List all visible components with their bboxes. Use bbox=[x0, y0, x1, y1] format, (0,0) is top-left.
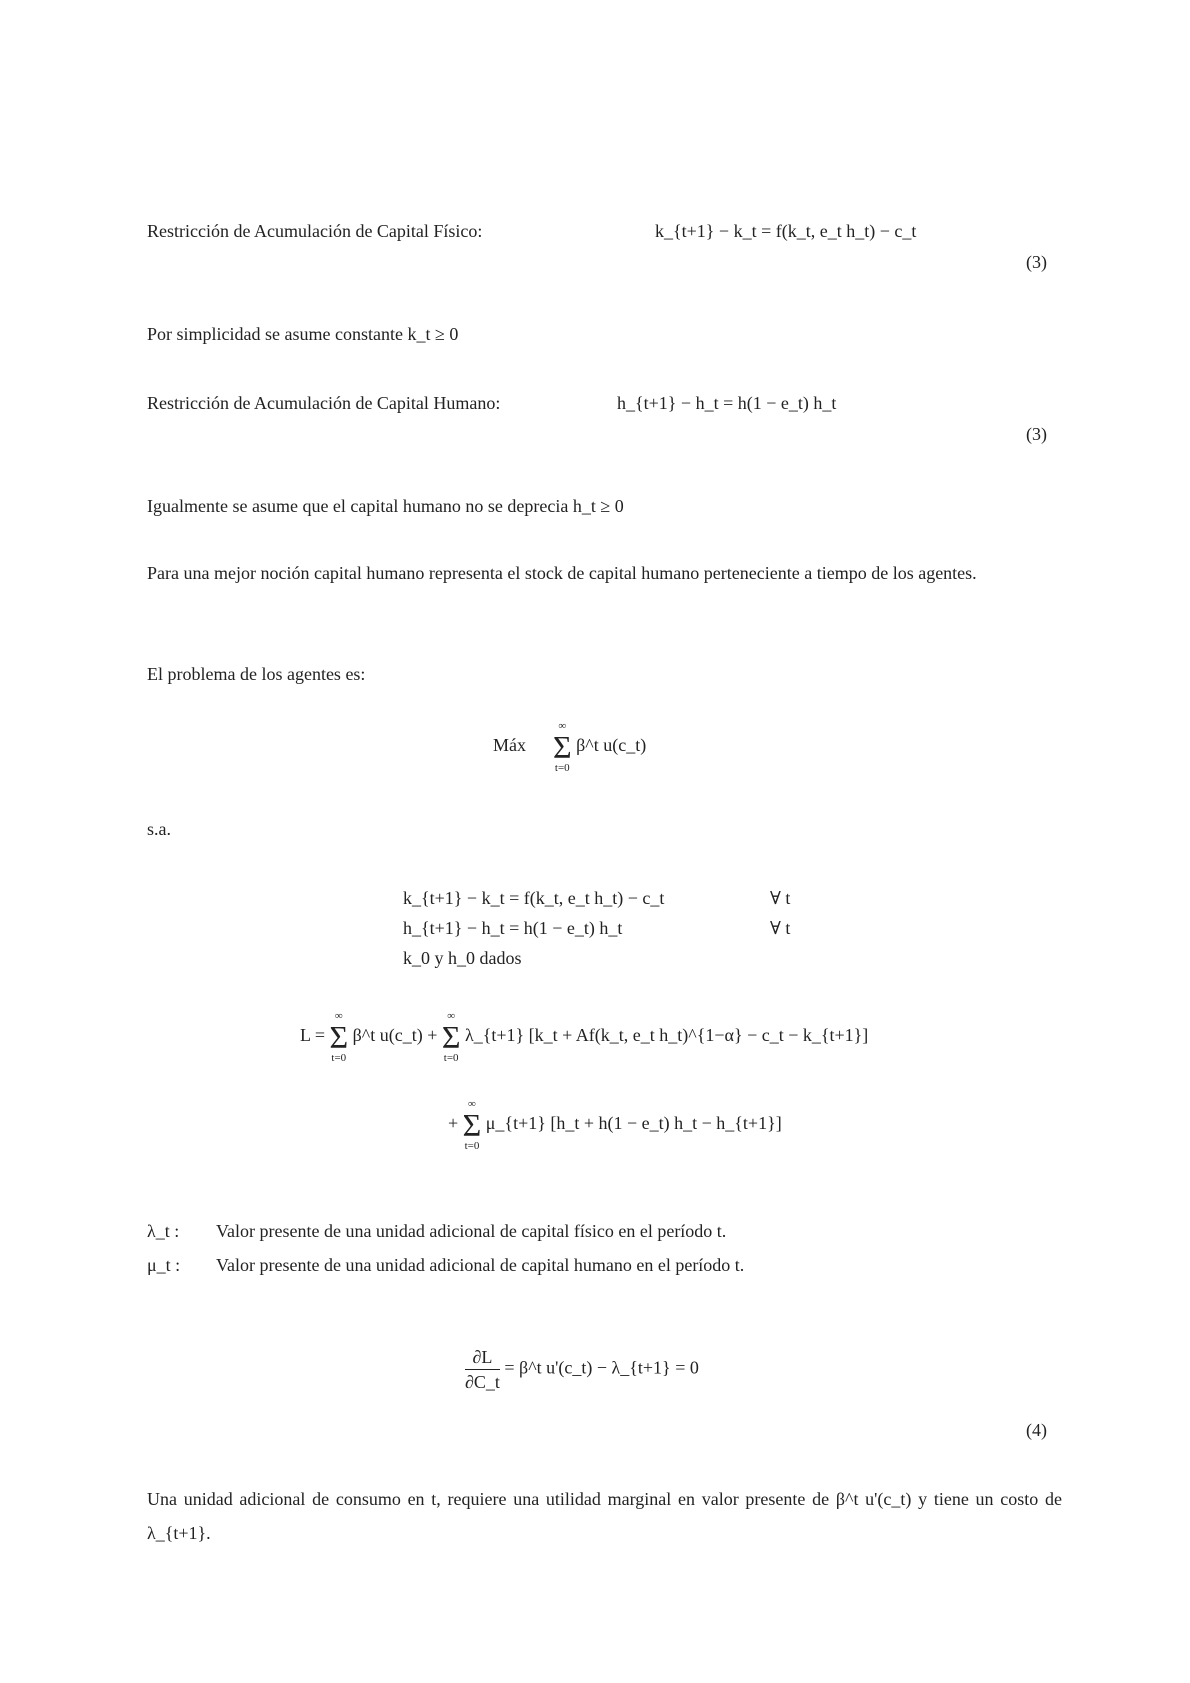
lagrangian-sum1-top: ∞ bbox=[334, 1010, 343, 1022]
objective-body: β^t u(c_t) bbox=[576, 735, 647, 756]
restriction-physical-equation: k_{t+1} − k_t = f(k_t, e_t h_t) − c_t bbox=[655, 221, 917, 241]
restriction-human-equation: h_{t+1} − h_t = h(1 − e_t) h_t bbox=[617, 393, 837, 413]
definition-symbol-2: μ_t : bbox=[147, 1255, 181, 1275]
lagrangian-line-2 bbox=[448, 1098, 782, 1152]
lagrangian-sum3-bottom: t=0 bbox=[464, 1140, 480, 1152]
human-nonneg-text: Igualmente se asume que el capital humano no se deprecia h_t ≥ 0 bbox=[147, 496, 624, 516]
equation-number-3b: (3) bbox=[1026, 424, 1047, 444]
final-paragraph: Una unidad adicional de consumo en t, requiere una utilidad marginal en valor presente de β^t u'(c_t) y tiene un costo de λ_{t+1}. bbox=[147, 1489, 1062, 1543]
objective-sum-bottom: t=0 bbox=[554, 762, 570, 774]
objective-prefix: Máx bbox=[493, 735, 526, 756]
equation-number-4: (4) bbox=[1026, 1420, 1047, 1440]
lagrangian-line2-prefix: + bbox=[448, 1113, 459, 1134]
constraint-eq-2: h_{t+1} − h_t = h(1 − e_t) h_t bbox=[403, 918, 623, 938]
lagrangian-line-1 bbox=[300, 1010, 868, 1064]
fraction-numerator: ∂L bbox=[465, 1345, 500, 1370]
lagrangian-summation-2 bbox=[442, 1010, 461, 1064]
objective-summation bbox=[553, 720, 572, 774]
lagrangian-body-3: μ_{t+1} [h_t + h(1 − e_t) h_t − h_{t+1}] bbox=[485, 1113, 782, 1134]
partial-fraction bbox=[465, 1345, 500, 1394]
para-human-capital: Para una mejor noción capital humano representa el stock de capital humano perteneciente a tiempo de los agentes. bbox=[147, 563, 977, 583]
sigma-icon: Σ bbox=[329, 1019, 349, 1055]
sigma-icon: Σ bbox=[462, 1107, 482, 1143]
objective-function bbox=[493, 720, 646, 774]
sigma-icon: Σ bbox=[553, 729, 572, 765]
lagrangian-sum2-top: ∞ bbox=[447, 1010, 456, 1022]
constraint-eq-1: k_{t+1} − k_t = f(k_t, e_t h_t) − c_t bbox=[403, 888, 665, 908]
lagrangian-summation-3 bbox=[463, 1098, 482, 1152]
sigma-icon: Σ bbox=[441, 1019, 461, 1055]
definition-text-1: Valor presente de una unidad adicional de capital físico en el período t. bbox=[216, 1221, 727, 1241]
lagrangian-sum1-bottom: t=0 bbox=[331, 1052, 347, 1064]
lagrangian-sum2-bottom: t=0 bbox=[443, 1052, 459, 1064]
equation-number-3a: (3) bbox=[1026, 252, 1047, 272]
lagrangian-body-1: β^t u(c_t) + bbox=[352, 1025, 438, 1046]
lagrangian-sum3-top: ∞ bbox=[468, 1098, 476, 1110]
lagrangian-body-2: λ_{t+1} [k_t + Af(k_t, e_t h_t)^{1−α} − c_t − k_{t+1}] bbox=[464, 1025, 869, 1046]
constraint-eq-3: k_0 y h_0 dados bbox=[403, 948, 522, 968]
constraint-cond-2: ∀ t bbox=[770, 918, 791, 938]
constraint-cond-1: ∀ t bbox=[770, 888, 791, 908]
lagrangian-prefix: L = bbox=[300, 1025, 325, 1046]
fraction-denominator: ∂C_t bbox=[465, 1372, 500, 1392]
subject-to: s.a. bbox=[147, 819, 171, 839]
definition-symbol-1: λ_t : bbox=[147, 1221, 180, 1241]
lagrangian-summation-1 bbox=[329, 1010, 348, 1064]
restriction-human-label: Restricción de Acumulación de Capital Humano: bbox=[147, 393, 501, 413]
physical-nonneg-text: Por simplicidad se asume constante k_t ≥ 0 bbox=[147, 324, 459, 344]
foc-rest: = β^t u'(c_t) − λ_{t+1} = 0 bbox=[504, 1357, 699, 1378]
first-order-condition bbox=[465, 1345, 699, 1394]
problem-intro: El problema de los agentes es: bbox=[147, 664, 366, 684]
restriction-physical-label: Restricción de Acumulación de Capital Físico: bbox=[147, 221, 483, 241]
objective-sum-top: ∞ bbox=[558, 720, 567, 732]
definition-text-2: Valor presente de una unidad adicional de capital humano en el período t. bbox=[216, 1255, 745, 1275]
